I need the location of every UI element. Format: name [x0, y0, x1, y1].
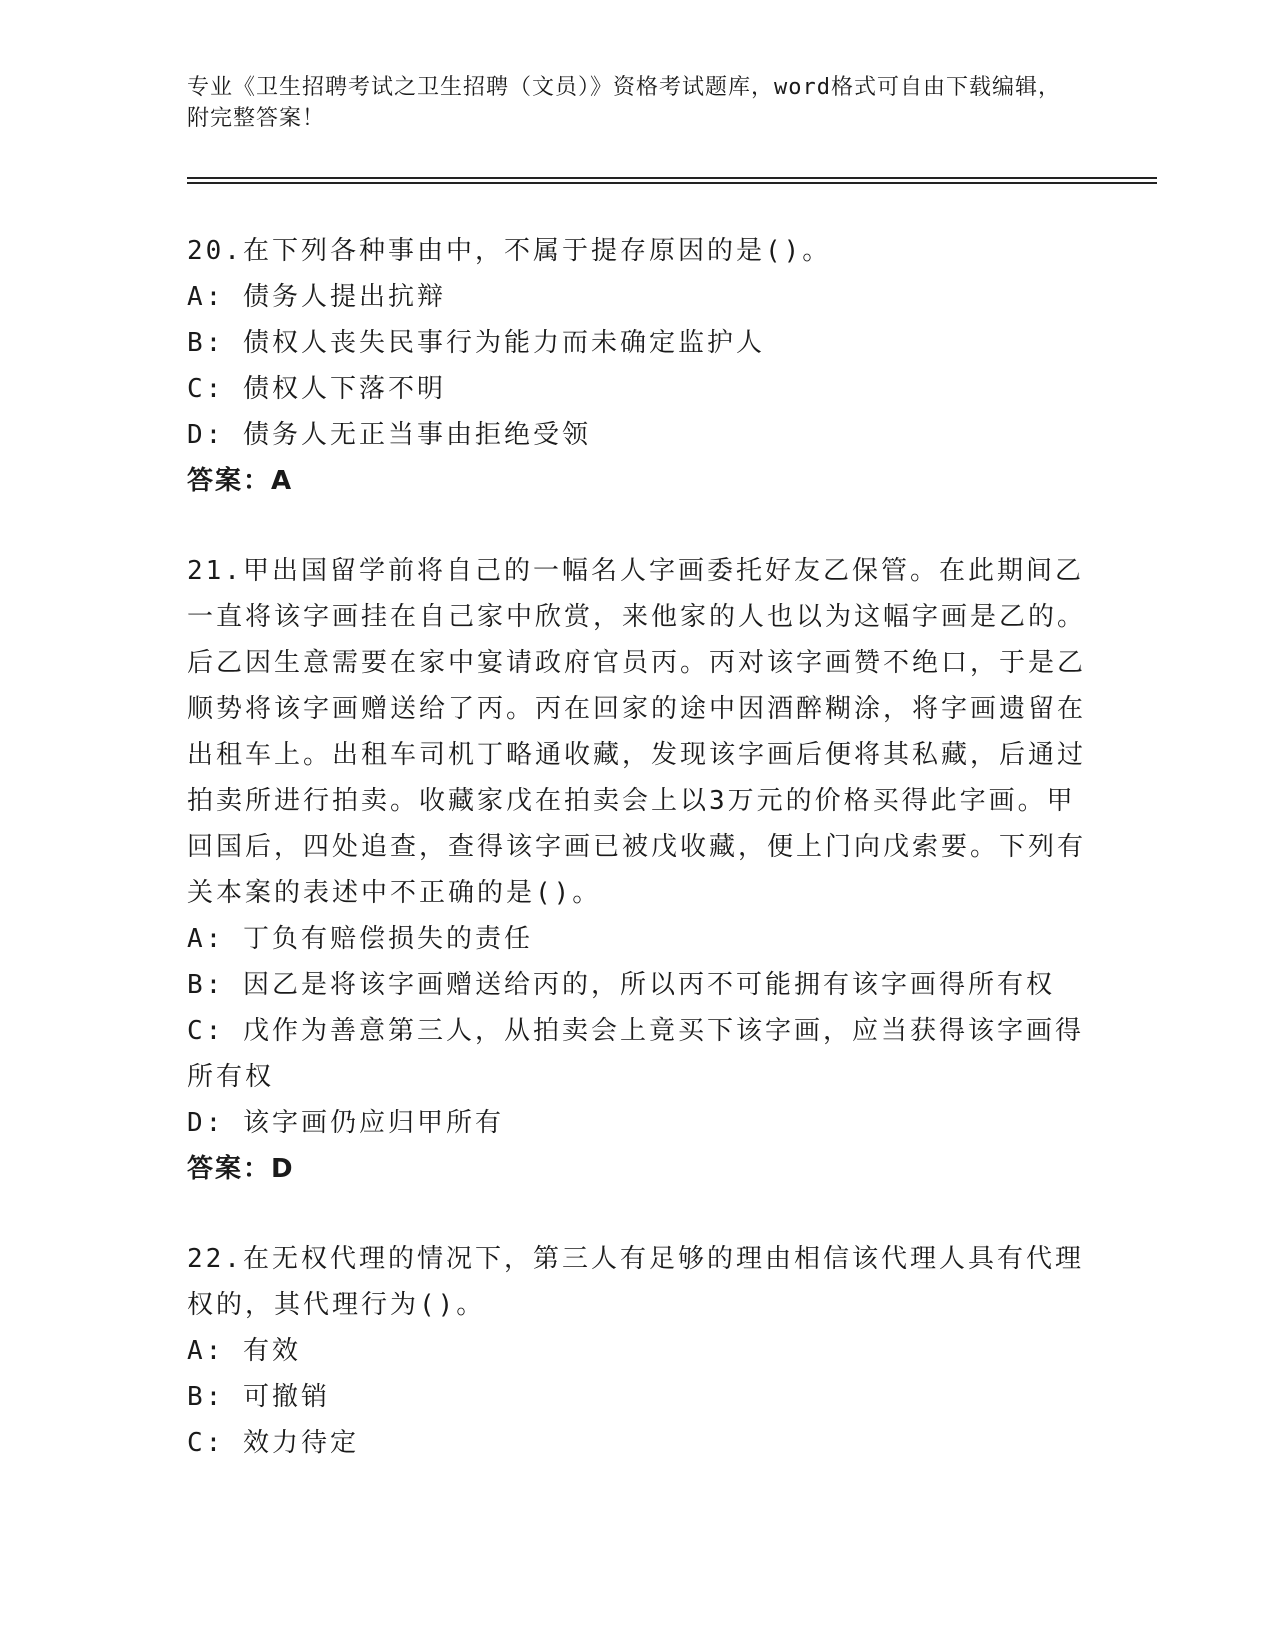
option-d: D: 该字画仍应归甲所有	[187, 1108, 504, 1138]
question-stem: 22.在无权代理的情况下，第三人有足够的理由相信该代理人具有代理权的，其代理行为()。	[187, 1244, 1084, 1320]
question-list	[187, 228, 1087, 1510]
question-22	[187, 1236, 1087, 1466]
question-stem: 21.甲出国留学前将自己的一幅名人字画委托好友乙保管。在此期间乙一直将该字画挂在自己家中欣赏，来他家的人也以为这幅字画是乙的。后乙因生意需要在家中宴请政府官员丙。丙对该字画赞不绝口，于是乙顺势将该字画赠送给了丙。丙在回家的途中因酒醉糊涂，将字画遗留在出租车上。出租车司机丁略通收藏，发现该字画后便将其私藏，后通过拍卖所进行拍卖。收藏家戊在拍卖会上以3万元的价格买得此字画。甲回国后，四处追查，查得该字画已被戊收藏，便上门向戊索要。下列有关本案的表述中不正确的是()。	[187, 556, 1087, 908]
answer-label: 答案：A	[187, 466, 294, 496]
question-stem: 20.在下列各种事由中，不属于提存原因的是()。	[187, 236, 832, 266]
option-d: D: 债务人无正当事由拒绝受领	[187, 420, 591, 450]
header-divider-bottom	[187, 182, 1157, 184]
answer-label: 答案：D	[187, 1154, 295, 1184]
option-b: B: 可撤销	[187, 1382, 330, 1412]
header-divider-top	[187, 177, 1157, 179]
header-description: 专业《卫生招聘考试之卫生招聘（文员）》资格考试题库，word格式可自由下载编辑，附完整答案！	[187, 75, 1061, 131]
option-b: B: 债权人丧失民事行为能力而未确定监护人	[187, 328, 765, 358]
question-20	[187, 228, 1087, 504]
document-header	[187, 72, 1067, 134]
option-a: A: 丁负有赔偿损失的责任	[187, 924, 533, 954]
option-b: B: 因乙是将该字画赠送给丙的，所以丙不可能拥有该字画得所有权	[187, 970, 1055, 1000]
question-21	[187, 548, 1087, 1192]
option-c: C: 效力待定	[187, 1428, 359, 1458]
option-c: C: 债权人下落不明	[187, 374, 446, 404]
option-a: A: 有效	[187, 1336, 301, 1366]
option-a: A: 债务人提出抗辩	[187, 282, 446, 312]
option-c: C: 戊作为善意第三人，从拍卖会上竟买下该字画，应当获得该字画得所有权	[187, 1016, 1084, 1092]
